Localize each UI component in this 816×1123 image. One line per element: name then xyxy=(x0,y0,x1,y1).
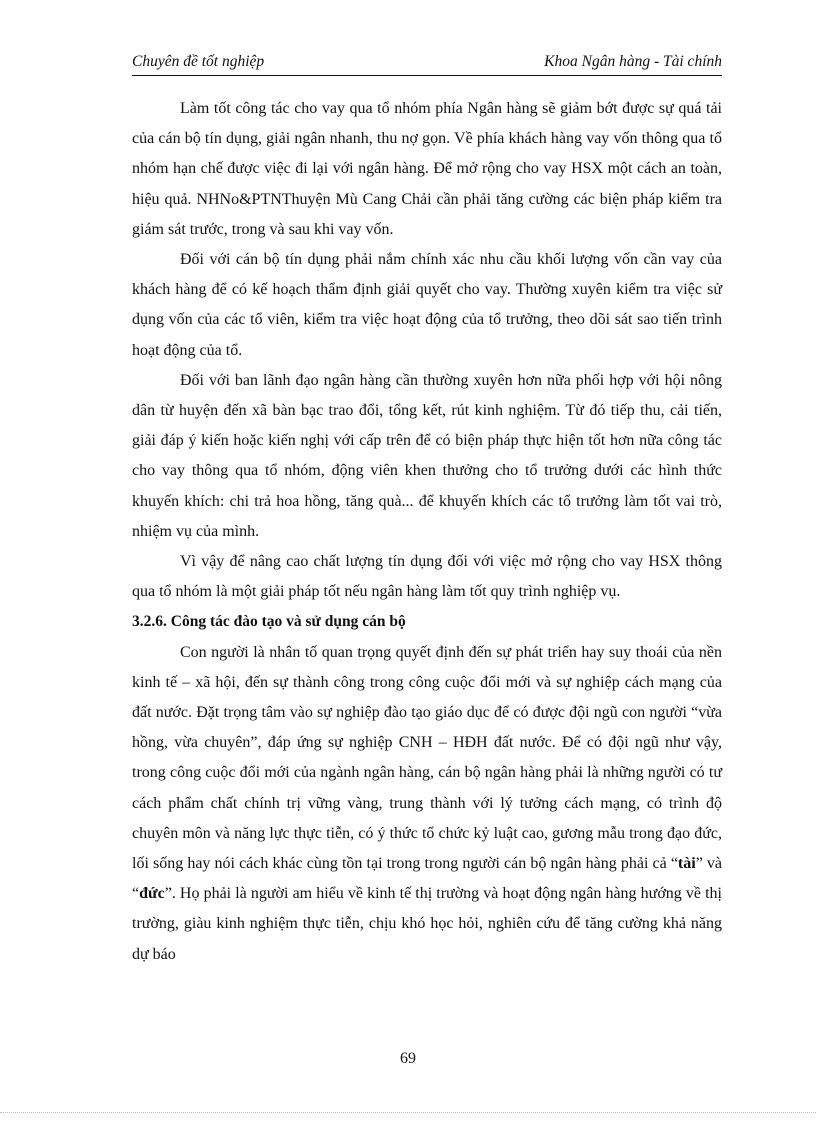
paragraph-conclusion: Vì vậy để nâng cao chất lượng tín dụng đối với việc mở rộng cho vay HSX thông qua tổ nhóm là một giải pháp tốt nếu ngân hàng làm tốt quy trình nghiệp vụ. xyxy=(132,553,722,601)
page-header xyxy=(132,51,722,76)
paragraph-credit-officers: Đối với cán bộ tín dụng phải nắm chính xác nhu cầu khối lượng vốn cần vay của khách hàng để có kế hoạch thẩm định giải quyết cho vay. Thường xuyên kiểm tra việc sử dụng vốn của các tổ viên, kiểm tra việc hoạt động của tổ trưởng, theo dõi sát sao tiến trình hoạt động của tổ. xyxy=(132,251,722,359)
page-number: 69 xyxy=(400,1050,416,1067)
bold-term-duc: đức xyxy=(139,885,165,903)
bold-term-tai: tài xyxy=(677,855,696,873)
paragraph-bank-leadership: Đối với ban lãnh đạo ngân hàng cần thường xuyên hơn nữa phối hợp với hội nông dân từ huyện đến xã bàn bạc trao đổi, tổng kết, rút kinh nghiệm. Từ đó tiếp thu, cải tiến, giải đáp ý kiến hoặc kiến nghị với cấp trên để có biện pháp thực hiện tốt hơn nữa công tác cho vay thông qua tổ nhóm, động viên khen thưởng cho tổ trưởng dưới các hình thức khuyến khích: chi trả hoa hồng, tăng quà... để khuyến khích các tổ trưởng làm tốt vai trò, nhiệm vụ của mình. xyxy=(132,371,722,540)
paragraph-group-lending: Làm tốt công tác cho vay qua tổ nhóm phía Ngân hàng sẽ giảm bớt được sự quá tải của cán bộ tín dụng, giải ngân nhanh, thu nợ gọn. Về phía khách hàng vay vốn thông qua tổ nhóm hạn chế được việc đi lại với ngân hàng. Để mở rộng cho vay HSX một cách an toàn, hiệu quả. NHNo&PTNThuyện Mù Cang Chải cần phải tăng cường các biện pháp kiểm tra giám sát trước, trong và sau khi vay vốn. xyxy=(132,100,722,238)
header-faculty-name: Khoa Ngân hàng - Tài chính xyxy=(544,53,722,70)
page-bottom-divider xyxy=(0,1112,816,1113)
document-body xyxy=(132,94,722,970)
paragraph-text-part: Con người là nhân tố quan trọng quyết định đến sự phát triển hay suy thoái của nền kinh tế – xã hội, đến sự thành công trong công cuộc đổi mới và sự nghiệp cách mạng của đất nước. Đặt trọng tâm vào sự nghiệp đào tạo giáo dục để có được đội ngũ con người “vừa hồng, vừa chuyên”, đáp ứng sự nghiệp CNH – HĐH đất nước. Để có đội ngũ như vậy, trong công cuộc đổi mới của ngành ngân hàng, cán bộ ngân hàng phải là những người có tư cách phẩm chất chính trị vững vàng, trung thành với lý tưởng cách mạng, có trình độ chuyên môn và năng lực thực tiễn, có ý thức tổ chức kỷ luật cao, gương mẫu trong đạo đức, lối sống hay nói cách khác cùng tồn tại trong trong người cán bộ ngân hàng phải cả “ xyxy=(132,643,722,873)
paragraph-text-part: ”. Họ phải là người am hiểu về kinh tế thị trường và hoạt động ngân hàng hướng về thị trường, giàu kinh nghiệm thực tiễn, chịu khó học hỏi, nghiên cứu để tăng cường khả năng dự báo xyxy=(132,885,722,963)
section-heading: 3.2.6. Công tác đào tạo và sử dụng cán bộ xyxy=(132,613,406,631)
paragraph-text-part: ” và “ xyxy=(132,855,723,903)
header-course-title: Chuyên đề tốt nghiệp xyxy=(132,53,265,70)
paragraph-staff-training xyxy=(132,638,722,970)
